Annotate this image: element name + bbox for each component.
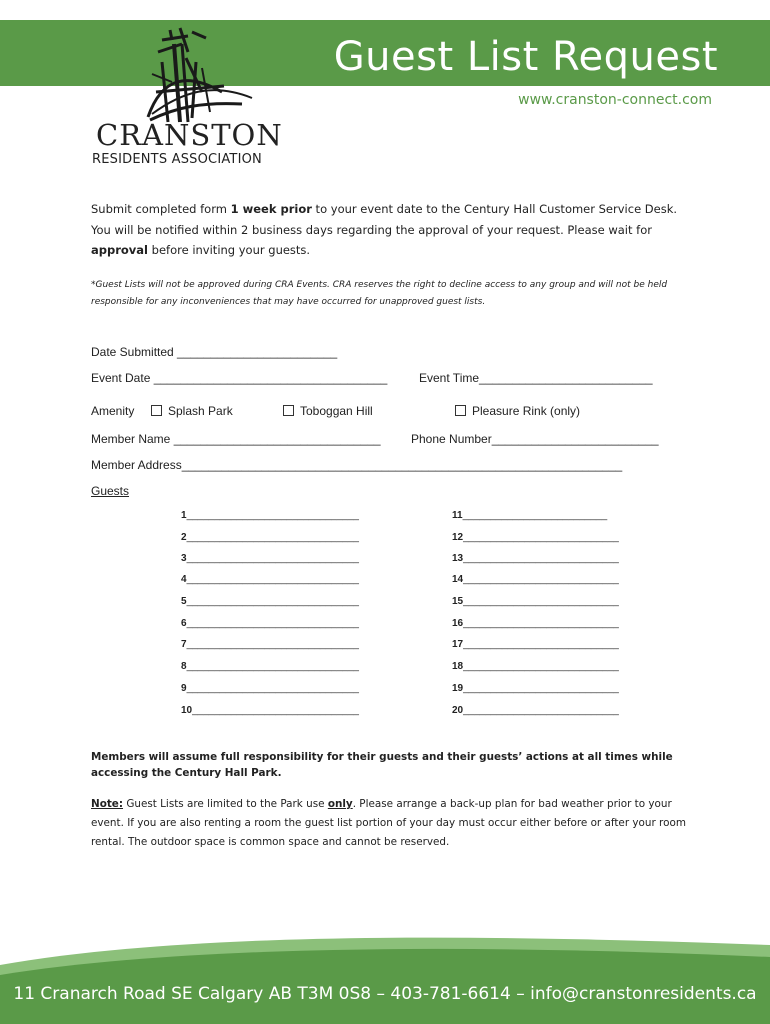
- note-label: Note:: [91, 798, 124, 810]
- intro-paragraph: [91, 199, 691, 261]
- guest-line-3[interactable]: [181, 553, 359, 564]
- disclaimer-text: *Guest Lists will not be approved during CRA Events. CRA reserves the right to decline access to any group and will not be held responsible for any inconveniences that may have occurred for unapproved guest lists.: [91, 280, 668, 307]
- guest-number: 13: [452, 553, 464, 564]
- event-date-field[interactable]: Event Date ___________________________________: [91, 371, 388, 385]
- intro-text-3: before inviting your guests.: [148, 243, 311, 257]
- guest-blank: ____________________________: [463, 574, 619, 585]
- guest-line-1[interactable]: [181, 510, 359, 521]
- page-title: Guest List Request: [333, 34, 718, 80]
- amenity-option-splash-park[interactable]: [151, 404, 233, 418]
- guest-number: 4: [181, 574, 187, 585]
- guest-line-20[interactable]: [452, 705, 619, 716]
- guest-number: 1: [181, 510, 187, 521]
- guest-blank: ______________________________: [192, 705, 359, 716]
- guest-blank: ____________________________: [463, 661, 619, 672]
- note-paragraph: [91, 795, 691, 852]
- guest-blank: _______________________________: [186, 618, 359, 629]
- guest-number: 12: [452, 532, 464, 543]
- logo-subtitle: RESIDENTS ASSOCIATION: [92, 152, 262, 167]
- guest-number: 10: [181, 705, 193, 716]
- guest-blank: _______________________________: [186, 639, 359, 650]
- intro-bold-1: 1 week prior: [230, 202, 312, 216]
- guest-blank: ____________________________: [463, 618, 619, 629]
- guest-number: 14: [452, 574, 464, 585]
- footer-wave: [0, 925, 770, 1024]
- guest-blank: _______________________________: [186, 683, 359, 694]
- guest-line-5[interactable]: [181, 596, 359, 607]
- member-address-field[interactable]: Member Address__________________________________________________________________: [91, 458, 623, 472]
- guest-number: 20: [452, 705, 464, 716]
- guest-blank: _______________________________: [186, 532, 359, 543]
- amenity-option-pleasure-rink[interactable]: [455, 404, 580, 418]
- guest-blank: ____________________________: [463, 596, 619, 607]
- guest-blank: _______________________________: [186, 574, 359, 585]
- amenity-option-label: Toboggan Hill: [300, 404, 373, 418]
- guest-number: 2: [181, 532, 187, 543]
- guest-line-7[interactable]: [181, 639, 359, 650]
- guest-number: 5: [181, 596, 187, 607]
- guest-number: 19: [452, 683, 464, 694]
- guest-line-4[interactable]: [181, 574, 359, 585]
- guest-number: 18: [452, 661, 464, 672]
- amenity-option-label: Pleasure Rink (only): [472, 404, 581, 418]
- note-only: only: [327, 798, 353, 810]
- guest-line-2[interactable]: [181, 532, 359, 543]
- responsibility-statement: Members will assume full responsibility for their guests and their guests’ actions at all times while accessing the Century Hall Park.: [91, 751, 673, 779]
- phone-number-field[interactable]: Phone Number_________________________: [411, 432, 659, 446]
- member-name-field[interactable]: Member Name _______________________________: [91, 432, 381, 446]
- logo-wordmark: CRANSTON: [96, 118, 283, 152]
- amenity-option-label: Splash Park: [168, 404, 233, 418]
- guest-line-11[interactable]: [452, 510, 607, 521]
- guest-line-12[interactable]: [452, 532, 619, 543]
- guest-line-17[interactable]: [452, 639, 619, 650]
- note-text-2: . Please arrange a back-up plan for bad weather prior to your event. If you are also renting a room the guest list portion of your day must occur either before or after your room rental. The outdoor space is common space and cannot be reserved.: [91, 798, 686, 848]
- guest-line-14[interactable]: [452, 574, 619, 585]
- guest-line-13[interactable]: [452, 553, 619, 564]
- guest-blank: ____________________________: [463, 553, 619, 564]
- note-text-1: Guest Lists are limited to the Park use: [123, 798, 328, 810]
- guest-number: 7: [181, 639, 187, 650]
- amenity-option-toboggan-hill[interactable]: [283, 404, 373, 418]
- guest-line-8[interactable]: [181, 661, 359, 672]
- guest-line-18[interactable]: [452, 661, 619, 672]
- guest-line-10[interactable]: [181, 705, 359, 716]
- guest-number: 16: [452, 618, 464, 629]
- intro-text-2: to your event date to the Century Hall Customer Service Desk. You will be notified within 2 business days regarding the approval of your request. Please wait for: [91, 202, 678, 237]
- guest-number: 6: [181, 618, 187, 629]
- guest-blank: ____________________________: [463, 683, 619, 694]
- guest-number: 17: [452, 639, 464, 650]
- guest-blank: _______________________________: [186, 510, 359, 521]
- guests-heading: Guests: [91, 484, 130, 498]
- guest-blank: _______________________________: [186, 661, 359, 672]
- guest-blank: ____________________________: [463, 705, 619, 716]
- guest-number: 11: [452, 510, 463, 521]
- guest-line-9[interactable]: [181, 683, 359, 694]
- guest-number: 8: [181, 661, 187, 672]
- guest-number: 9: [181, 683, 187, 694]
- guest-number: 3: [181, 553, 187, 564]
- intro-text-1: Submit completed form: [91, 202, 231, 216]
- checkbox-icon[interactable]: [151, 405, 162, 416]
- intro-bold-2: approval: [91, 243, 148, 257]
- guest-line-6[interactable]: [181, 618, 359, 629]
- checkbox-icon[interactable]: [283, 405, 294, 416]
- event-time-field[interactable]: Event Time__________________________: [419, 371, 653, 385]
- guest-blank: ____________________________: [463, 639, 619, 650]
- footer-contact: 11 Cranarch Road SE Calgary AB T3M 0S8 – 403-781-6614 – info@cranstonresidents.ca: [13, 984, 757, 1004]
- guest-blank: ____________________________: [463, 532, 619, 543]
- guest-blank: _______________________________: [186, 596, 359, 607]
- website-link[interactable]: www.cranston-connect.com: [518, 92, 712, 108]
- date-submitted-field[interactable]: Date Submitted ________________________: [91, 345, 338, 359]
- amenity-label: Amenity: [91, 404, 135, 418]
- guest-blank: _______________________________: [186, 553, 359, 564]
- guest-blank: __________________________: [462, 510, 608, 521]
- guest-number: 15: [452, 596, 464, 607]
- guest-line-19[interactable]: [452, 683, 619, 694]
- guest-line-15[interactable]: [452, 596, 619, 607]
- guest-line-16[interactable]: [452, 618, 619, 629]
- checkbox-icon[interactable]: [455, 405, 466, 416]
